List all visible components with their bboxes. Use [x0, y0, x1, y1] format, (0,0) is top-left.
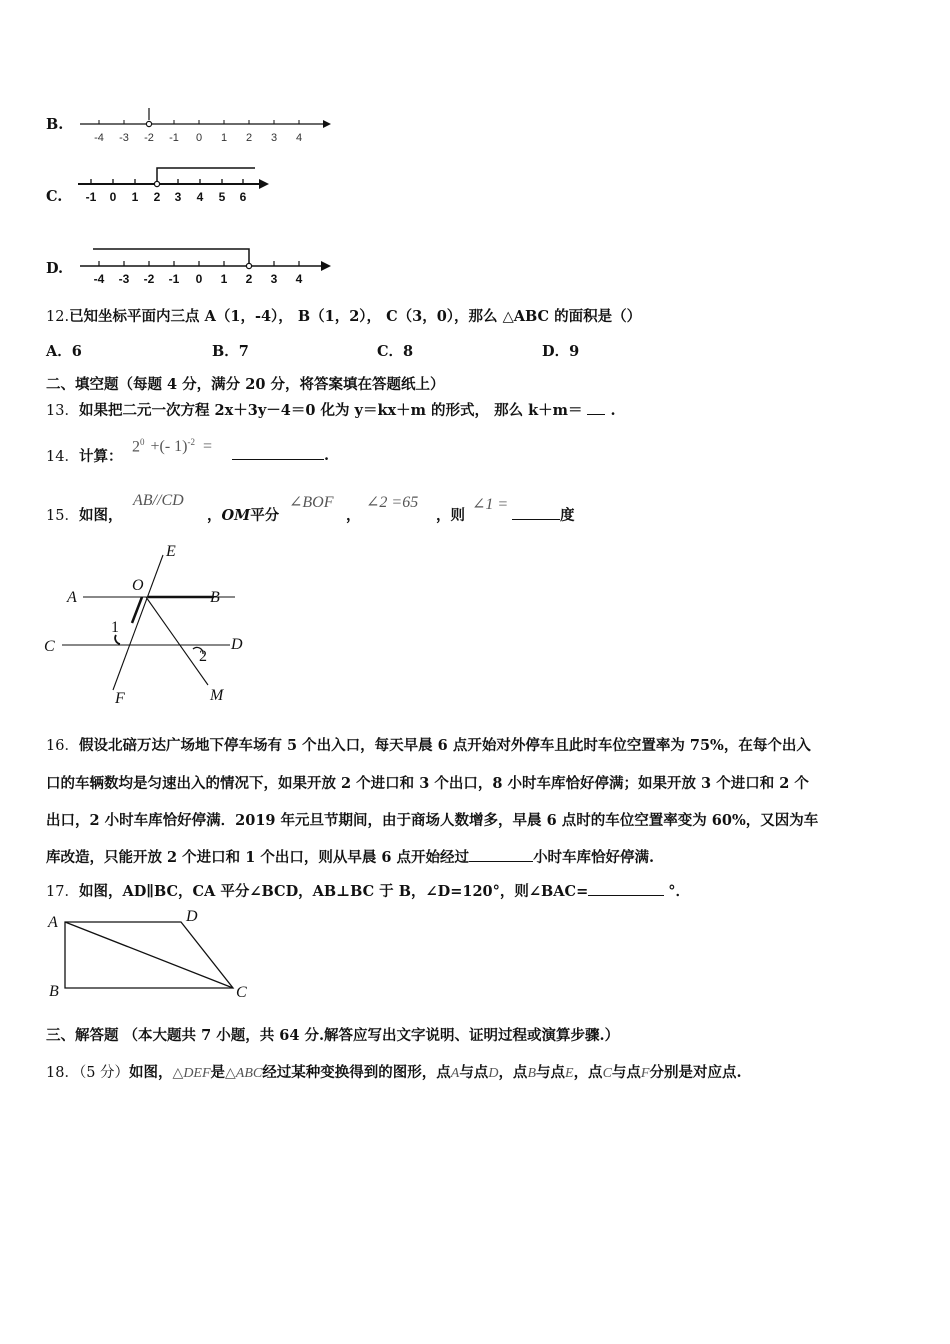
q12-choice-d: D．9 [542, 343, 580, 360]
q14-base1: 2 [132, 438, 140, 456]
q14-exp1: 0 [140, 437, 145, 447]
tick-c-1: 0 [109, 190, 117, 204]
q16-line2: 口的车辆数均是匀速出入的情况下，如果开放 2 个进口和 3 个出口，8 小时车库恰好停满；如果开放 3 个进口和 2 个 [46, 775, 809, 792]
q14-blank-wrap [232, 445, 329, 464]
q18-m3: A [450, 1066, 460, 1081]
fig15-label-m: M [210, 687, 224, 704]
q12-stem [46, 305, 641, 326]
q16-line4 [46, 846, 654, 867]
fig15-label-1: 1 [111, 619, 119, 636]
tick-b-7: 3 [270, 132, 278, 144]
tick-b-0: -4 [94, 132, 104, 144]
q18-t3: 经过某种变换得到的图形，点 [262, 1064, 451, 1081]
q13-answer-blank[interactable] [587, 400, 605, 415]
fig15-label-e: E [166, 543, 176, 560]
q18-m6: E [565, 1066, 574, 1081]
q16-line4a: 库改造，只能开放 2 个进口和 1 个出口，则从早晨 6 点开始经过 [46, 849, 470, 866]
q18 [46, 1061, 742, 1082]
q15-text1: 如图， [78, 507, 123, 524]
q15-text5: ，则 [436, 507, 465, 524]
tick-d-1: -3 [118, 272, 130, 286]
q14-tail: . [324, 447, 330, 464]
fig15-label-2: 2 [199, 648, 207, 665]
tick-c-0: -1 [85, 190, 97, 204]
tick-d-8: 4 [295, 272, 303, 286]
q15-math-angle1: ∠1 = [472, 496, 509, 513]
q18-m7: C [602, 1066, 612, 1081]
number-line-c [75, 160, 275, 210]
q13 [46, 399, 616, 420]
q18-t5: ，点 [498, 1064, 528, 1081]
fig15-label-f: F [115, 690, 125, 707]
q15-text2: ， [207, 507, 222, 524]
fig15-label-o: O [132, 577, 144, 594]
q13-text: 如果把二元一次方程 2x＋3y－4＝0 化为 y＝kx＋m 的形式， 那么 k＋m＝ [78, 402, 583, 419]
q15-math-bof: ∠BOF [289, 494, 334, 511]
q12-choice-c: C．8 [377, 343, 414, 360]
tick-c-7: 6 [239, 190, 247, 204]
q16-line3: 出口，2 小时车库恰好停满．2019 年元旦节期间，由于商场人数增多，早晨 6 点时的车位空置率变为 60%，又因为车 [46, 812, 819, 829]
fig15-label-a: A [67, 589, 77, 606]
tick-b-8: 4 [295, 132, 303, 144]
q18-m4: D [488, 1066, 499, 1081]
q18-m1: △DEF [172, 1066, 211, 1081]
tick-d-4: 0 [195, 272, 203, 286]
q12-choice-b: B．7 [212, 343, 249, 360]
q17-number: 17． [46, 884, 79, 900]
tick-b-3: -1 [169, 132, 179, 144]
q18-t9: 分别是对应点. [649, 1064, 742, 1081]
q17-figure [44, 905, 264, 1005]
section-2-title: 二、填空题（每题 4 分，满分 20 分，将答案填在答题纸上） [46, 376, 445, 393]
q14-mid: +(- 1) [150, 438, 188, 456]
fig17-label-a: A [48, 914, 58, 931]
q18-number: 18． [46, 1065, 79, 1081]
q14-eq: = [203, 438, 213, 456]
tick-d-6: 2 [245, 272, 253, 286]
number-line-d [75, 242, 337, 292]
tick-c-5: 4 [196, 190, 204, 204]
q18-t4: 与点 [459, 1064, 489, 1081]
section-3-title: 三、解答题 （本大题共 7 小题，共 64 分.解答应写出文字说明、证明过程或演算步骤.） [46, 1027, 620, 1044]
q15-text3: 平分 [250, 507, 280, 524]
q18-t8: 与点 [611, 1064, 641, 1081]
tick-d-0: -4 [93, 272, 105, 286]
q15-math-parallel: AB//CD [133, 492, 184, 509]
q17-answer-blank[interactable] [588, 881, 664, 896]
q13-tail: . [610, 402, 616, 419]
tick-d-5: 1 [220, 272, 228, 286]
q15-prefix [46, 504, 122, 525]
tick-b-5: 1 [220, 132, 228, 144]
tick-b-6: 2 [245, 132, 253, 144]
fig17-label-d: D [186, 908, 198, 925]
fig15-label-d: D [231, 636, 243, 653]
fig17-label-b: B [49, 983, 59, 1000]
tick-b-2: -2 [144, 132, 154, 144]
option-d-label: D. [46, 260, 64, 277]
option-c-label: C. [46, 188, 63, 205]
tick-d-2: -2 [143, 272, 155, 286]
tick-c-2: 1 [131, 190, 139, 204]
fig15-label-c: C [44, 638, 55, 655]
q12-text: 已知坐标平面内三点 A（1，-4）， B（1，2）， C（3，0），那么 △ABC 的面积是（） [69, 308, 642, 325]
fig15-label-b: B [210, 589, 220, 606]
q18-score: （5 分） [78, 1065, 130, 1081]
q18-t6: 与点 [536, 1064, 565, 1081]
number-line-b [75, 100, 335, 150]
q14-text: 计算： [78, 448, 123, 465]
option-b-label: B. [46, 116, 64, 133]
q14 [46, 445, 122, 466]
q13-number: 13． [46, 403, 79, 419]
tick-c-6: 5 [218, 190, 226, 204]
q15-mid1 [207, 504, 279, 525]
q15-om: OM [221, 507, 251, 524]
q14-answer-blank[interactable] [232, 445, 324, 460]
q17 [46, 880, 690, 901]
tick-d-7: 3 [270, 272, 278, 286]
tick-b-4: 0 [195, 132, 203, 144]
q14-number: 14． [46, 449, 79, 465]
tick-d-3: -1 [168, 272, 180, 286]
q15-math-angle2: ∠2 =65 [366, 494, 419, 511]
q15-blank-wrap [512, 504, 575, 525]
q16-line1-text: 假设北碚万达广场地下停车场有 5 个出入口，每天早晨 6 点开始对外停车且此时车位空置率为 75%，在每个出入 [78, 737, 811, 754]
q17-text: 如图，AD∥BC，CA 平分∠BCD，AB⊥BC 于 B，∠D=120°，则∠BAC= [78, 883, 589, 900]
q12-choice-a: A．6 [46, 343, 82, 360]
q18-m2: △ABC [225, 1066, 263, 1081]
tick-c-4: 3 [174, 190, 182, 204]
q16-line4b: 小时车库恰好停满. [533, 849, 655, 866]
q16-number: 16． [46, 738, 79, 754]
tick-c-3: 2 [153, 190, 161, 204]
q15-answer-blank[interactable] [512, 505, 560, 520]
q18-t1: 如图， [129, 1064, 173, 1081]
q15-number: 15． [46, 508, 79, 524]
q18-m5: B [527, 1066, 536, 1081]
tick-b-1: -3 [119, 132, 129, 144]
q16-line1 [46, 734, 811, 755]
q18-t7: ，点 [573, 1064, 603, 1081]
q18-t2: 是 [210, 1064, 226, 1081]
q14-exp2: -2 [187, 437, 196, 447]
q12-number: 12. [46, 309, 70, 325]
q18-m8: F [640, 1066, 650, 1081]
q16-answer-blank[interactable] [469, 847, 533, 862]
q15-figure [40, 540, 260, 710]
q15-tail: 度 [560, 507, 575, 524]
q14-expression [132, 437, 212, 456]
q15-text4: ， [346, 507, 361, 524]
q17-tail: °． [668, 883, 690, 900]
fig17-label-c: C [236, 984, 247, 1001]
